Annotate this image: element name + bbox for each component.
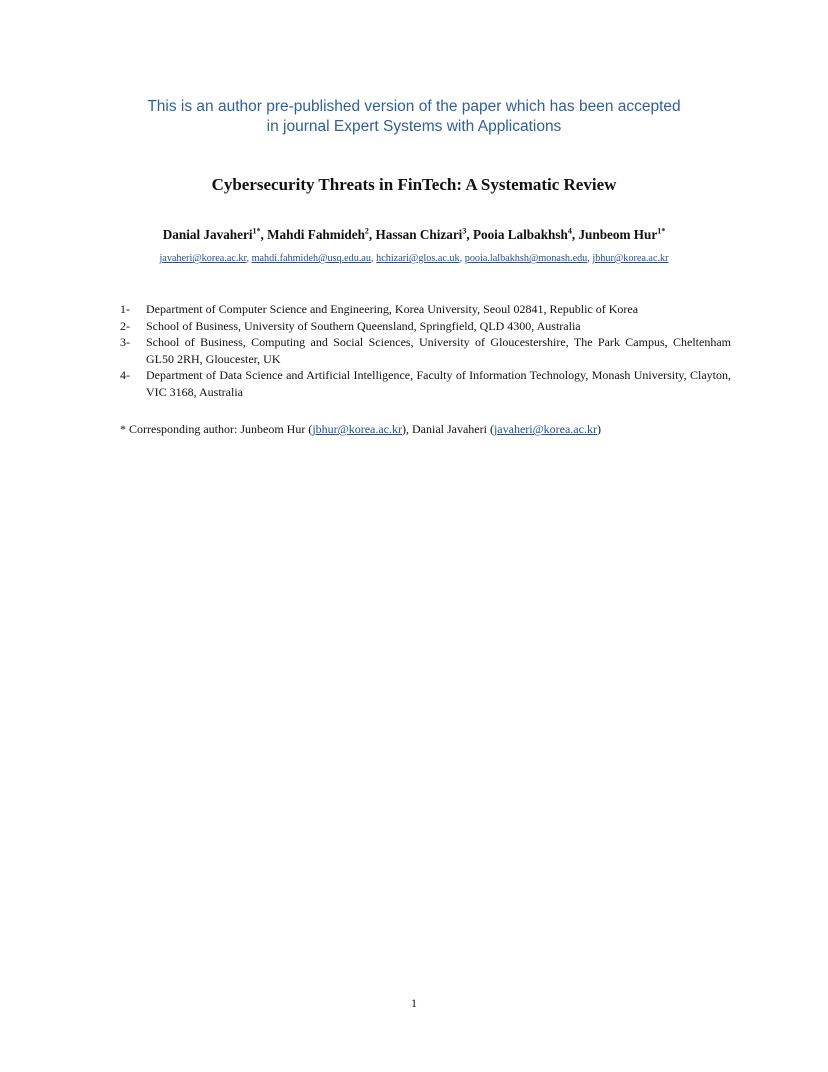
- affiliation-number: 2-: [120, 318, 130, 333]
- publication-notice: [0, 97, 828, 137]
- author: Pooia Lalbakhsh$^4$,: [472, 226, 579, 242]
- author: Mahdi Fahmideh$^2$,: [267, 226, 376, 242]
- corresponding-email-link[interactable]: javaheri@korea.ac.kr: [493, 422, 597, 436]
- notice-line-2: in journal Expert Systems with Applications: [266, 118, 562, 135]
- affiliation-number: 3-: [120, 335, 130, 349]
- affiliation-text: Department of Computer Science and Engineering, Korea University, Seoul 02841, Republic of Korea: [146, 302, 639, 316]
- corresponding-email-link[interactable]: jbhur@korea.ac.kr: [312, 422, 402, 436]
- email-link[interactable]: javaheri@korea.ac.kr: [159, 253, 247, 264]
- notice-line-1: This is an author pre-published version of the paper which has been accepted: [147, 98, 681, 115]
- affiliation-text: Department of Data Science and Artificial Intelligence, Faculty of Information Technology, Monash University, Clayton, VIC 3168, Australia: [146, 368, 731, 399]
- author-list: [0, 226, 828, 244]
- affiliation-number: 4-: [120, 368, 130, 382]
- corresponding-author: * Corresponding author: Junbeom Hur (jbhur@korea.ac.kr), Danial Javaheri (javaheri@korea.ac.kr): [120, 422, 601, 436]
- email-link[interactable]: jbhur@korea.ac.kr: [592, 253, 669, 264]
- author: Hassan Chizari$^3$,: [375, 226, 473, 242]
- affiliation-item: [120, 318, 731, 335]
- author: Danial Javaheri$^{1*}$,: [162, 226, 268, 242]
- author: Junbeom Hur$^{1*}$: [578, 226, 666, 242]
- paper-title: Cybersecurity Threats in FinTech: A Systematic Review: [211, 175, 617, 194]
- email-link[interactable]: pooia.lalbakhsh@monash.edu: [464, 253, 588, 264]
- email-link[interactable]: hchizari@glos.ac.uk: [376, 253, 460, 264]
- affiliation-list: [120, 301, 731, 400]
- affiliation-item: [120, 301, 731, 318]
- author-emails: javaheri@korea.ac.kr, mahdi.fahmideh@usq.edu.au, hchizari@glos.ac.uk, pooia.lalbakhsh@monash.edu, jbhur@korea.ac.kr: [159, 253, 669, 264]
- affiliation-text: School of Business, University of Southern Queensland, Springfield, QLD 4300, Australia: [146, 318, 581, 333]
- affiliation-number: 1-: [120, 302, 130, 316]
- affiliation-item: [120, 367, 731, 400]
- affiliation-text: School of Business, Computing and Social Sciences, University of Gloucestershire, The Park Campus, Cheltenham GL50 2RH, Gloucester, UK: [146, 335, 731, 366]
- page-number: 1: [411, 996, 417, 1010]
- affiliation-item: [120, 334, 731, 367]
- email-link[interactable]: mahdi.fahmideh@usq.edu.au: [251, 253, 372, 264]
